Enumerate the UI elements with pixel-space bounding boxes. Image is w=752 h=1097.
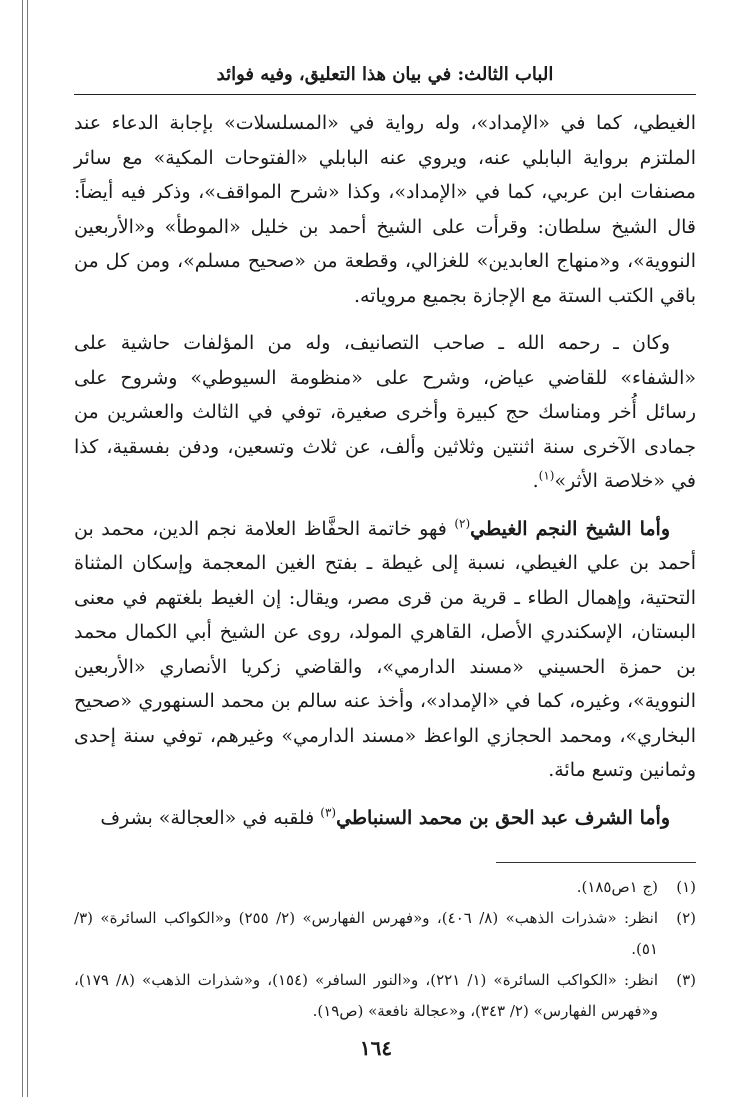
- paragraph-text: فلقبه في «العجالة» بشرف: [100, 806, 321, 829]
- footnote-ref[interactable]: (٢): [454, 516, 471, 531]
- footnote: [74, 903, 696, 965]
- paragraph-text: وكان ـ رحمه الله ـ صاحب التصانيف، وله من المؤلفات حاشية على «الشفاء» للقاضي عياض، وشرح على «منظومة السيوطي» وشروح على رسائل أُخر ومناسك حج كبيرة وأخرى صغيرة، توفي في الثالث والعشرين من جمادى الآخرى سنة اثنتين وثلاثين وألف، عن ثلاث وتسعين، ودفن بفسقية، كذا في «خلاصة الأثر»: [74, 332, 696, 492]
- main-text: [74, 106, 696, 835]
- footnote-number: (٢): [676, 909, 696, 927]
- footnote: [74, 872, 696, 903]
- person-heading: وأما الشيخ النجم الغيطي: [470, 517, 670, 540]
- page-number: ١٦٤: [359, 1036, 393, 1060]
- paragraph: [74, 106, 696, 313]
- page-edge-line: [27, 0, 28, 1097]
- paragraph-text: الغيطي، كما في «الإمداد»، وله رواية في «المسلسلات» بإجابة الدعاء عند الملتزم برواية البابلي عنه، ويروي عنه البابلي «الفتوحات المكية» مع سائر مصنفات ابن عربي، كما في «الإمداد»، وكذا «شرح المواقف»، وذكر فيه أيضاً: قال الشيخ سلطان: وقرأت على الشيخ أحمد بن خليل «الموطأ» و«الأربعين النووية»، و«منهاج العابدين» للغزالي، وقطعة من «صحيح مسلم»، ومن كل من باقي الكتب الستة مع الإجازة بجميع مروياته.: [74, 112, 696, 307]
- footnote-text: انظر: «الكواكب السائرة» (١/ ٢٢١)، و«النور السافر» (١٥٤)، و«شذرات الذهب» (٨/ ١٧٩)، و«فهرس الفهارس» (٢/ ٣٤٣)، و«عجالة نافعة» (ص١٩).: [74, 971, 658, 1020]
- paragraph: [74, 326, 696, 499]
- paragraph-text: فهو خاتمة الحفَّاظ العلامة نجم الدين، محمد بن أحمد بن علي الغيطي، نسبة إلى غيطة ـ بفتح الغين المعجمة وإسكان المثناة التحتية، وإهمال الطاء ـ قرية من قرى مصر، ويقال: إن الغيط بلغتهم في معنى البستان، الإسكندري الأصل، القاهري المولد، روى عن الشيخ أبي الكمال محمد بن حمزة الحسيني «مسند الدارمي»، والقاضي زكريا الأنصاري «الأربعين النووية»، وغيره، كما في «الإمداد»، وأخذ عنه سالم بن محمد السنهوري «صحيح البخاري»، ومحمد الحجازي الواعظ «مسند الدارمي» وغيرهم، توفي سنة إحدى وثمانين وتسع مائة.: [74, 517, 696, 781]
- footnote: [74, 965, 696, 1027]
- footnote-ref[interactable]: (١): [538, 468, 555, 483]
- paragraph-text: .: [532, 470, 539, 492]
- paragraph: [74, 512, 696, 788]
- footnote-number: (١): [676, 878, 696, 896]
- footnotes: [74, 872, 696, 1027]
- footnote-number: (٣): [676, 971, 696, 989]
- footnote-text: انظر: «شذرات الذهب» (٨/ ٤٠٦)، و«فهرس الفهارس» (٢/ ٢٥٥) و«الكواكب السائرة» (٣/ ٥١).: [74, 909, 659, 958]
- person-heading: وأما الشرف عبد الحق بن محمد السنباطي: [336, 806, 670, 829]
- paragraph: [74, 801, 696, 836]
- footnote-ref[interactable]: (٣): [320, 805, 337, 820]
- header-rule: [74, 94, 696, 95]
- footnote-rule: [496, 862, 696, 863]
- page-edge-line: [22, 0, 23, 1097]
- footnote-text: (ج ١ص١٨٥).: [576, 878, 658, 896]
- running-header: الباب الثالث: في بيان هذا التعليق، وفيه فوائد: [216, 64, 554, 85]
